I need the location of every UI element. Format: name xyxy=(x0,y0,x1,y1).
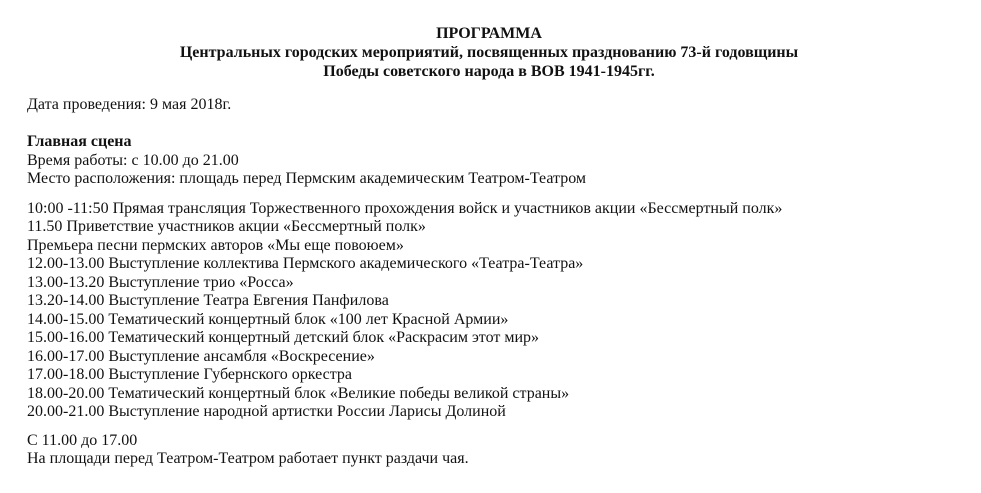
schedule-line: 12.00-13.00 Выступление коллектива Пермского академического «Театра-Театра» xyxy=(27,255,584,272)
schedule-line: 18.00-20.00 Тематический концертный блок «Великие победы великой страны» xyxy=(27,384,570,402)
tea-point-block xyxy=(27,432,951,469)
event-date-line: Дата проведения: 9 мая 2018г. xyxy=(27,96,232,113)
schedule-line: Премьера песни пермских авторов «Мы еще повоюем» xyxy=(27,236,404,254)
stage-location: Место расположения: площадь перед Пермским академическим Театром-Театром xyxy=(27,170,587,187)
schedule-line: 17.00-18.00 Выступление Губернского оркестра xyxy=(27,366,353,383)
title-line-2: Центральных городских мероприятий, посвященных празднованию 73-й годовщины xyxy=(179,44,799,61)
schedule-list xyxy=(27,200,951,422)
stage-working-hours: Время работы: с 10.00 до 21.00 xyxy=(27,151,239,169)
schedule-line: 16.00-17.00 Выступление ансамбля «Воскресение» xyxy=(27,347,375,365)
schedule-line: 10:00 -11:50 Прямая трансляция Торжественного прохождения войск и участников акции «Бессмертный полк» xyxy=(27,199,783,217)
document-title-block xyxy=(27,24,951,81)
tea-note-line: На площади перед Театром-Театром работает пункт раздачи чая. xyxy=(27,450,469,467)
blank-gap xyxy=(27,189,951,200)
tea-hours-line: С 11.00 до 17.00 xyxy=(27,431,138,449)
stage-heading: Главная сцена xyxy=(27,133,132,150)
blank-line xyxy=(27,115,951,134)
title-line-3: Победы советского народа в ВОВ 1941-1945гг. xyxy=(323,63,655,80)
schedule-line: 13.20-14.00 Выступление Театра Евгения Панфилова xyxy=(27,292,389,309)
schedule-line: 11.50 Приветствие участников акции «Бессмертный полк» xyxy=(27,218,426,235)
title-line-1: ПРОГРАММА xyxy=(436,25,542,42)
main-stage-block xyxy=(27,133,951,189)
schedule-line: 14.00-15.00 Тематический концертный блок «100 лет Красной Армии» xyxy=(27,310,509,328)
schedule-line: 13.00-13.20 Выступление трио «Росса» xyxy=(27,273,294,291)
schedule-line: 20.00-21.00 Выступление народной артистки России Ларисы Долиной xyxy=(27,403,506,420)
schedule-line: 15.00-16.00 Тематический концертный детский блок «Раскрасим этот мир» xyxy=(27,329,540,346)
